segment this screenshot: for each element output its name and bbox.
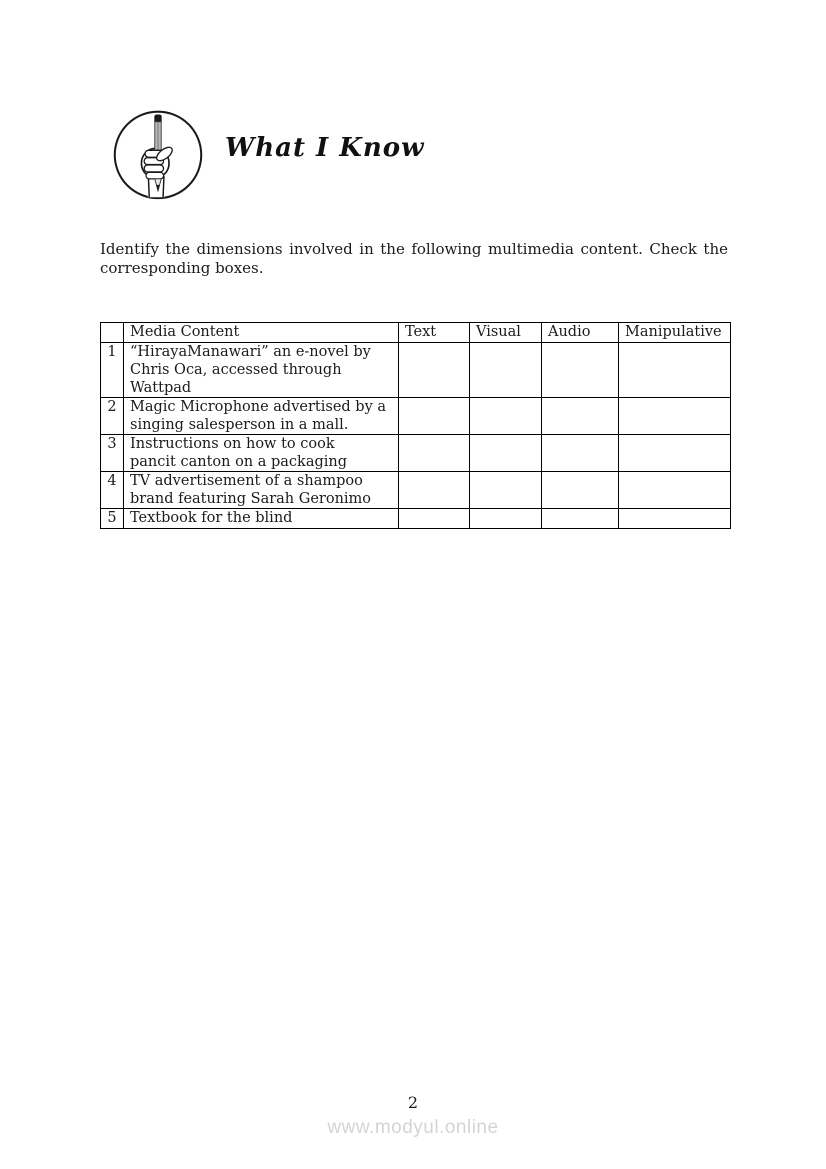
- header-text: Text: [399, 323, 470, 343]
- check-cell-manipulative[interactable]: [619, 472, 731, 509]
- row-number: 1: [101, 343, 124, 398]
- table-row: [101, 343, 731, 398]
- media-content-cell: [124, 509, 399, 529]
- media-content-line: Instructions on how to cook: [130, 436, 335, 452]
- header-manipulative: Manipulative: [619, 323, 731, 343]
- check-cell-visual[interactable]: [470, 435, 542, 472]
- row-number: 2: [101, 398, 124, 435]
- media-content-table: [100, 322, 731, 529]
- header-audio: Audio: [542, 323, 619, 343]
- watermark-text: www.modyul.online: [327, 1117, 499, 1138]
- media-content-line: singing salesperson in a mall.: [130, 417, 349, 433]
- check-cell-text[interactable]: [399, 398, 470, 435]
- table-row: [101, 398, 731, 435]
- header-number: [101, 323, 124, 343]
- check-cell-manipulative[interactable]: [619, 435, 731, 472]
- page-title: What I Know: [225, 133, 425, 163]
- media-content-line: Magic Microphone advertised by a: [130, 399, 387, 415]
- check-cell-audio[interactable]: [542, 398, 619, 435]
- check-cell-text[interactable]: [399, 509, 470, 529]
- check-cell-audio[interactable]: [542, 509, 619, 529]
- check-cell-audio[interactable]: [542, 472, 619, 509]
- media-content-cell: [124, 343, 399, 398]
- check-cell-visual[interactable]: [470, 472, 542, 509]
- media-content-line: Wattpad: [130, 380, 192, 396]
- table-row: [101, 509, 731, 529]
- media-content-line: pancit canton on a packaging: [130, 454, 348, 470]
- check-cell-visual[interactable]: [470, 398, 542, 435]
- check-cell-text[interactable]: [399, 435, 470, 472]
- check-cell-visual[interactable]: [470, 509, 542, 529]
- media-content-line: TV advertisement of a shampoo: [130, 473, 363, 489]
- check-cell-visual[interactable]: [470, 343, 542, 398]
- header-visual: Visual: [470, 323, 542, 343]
- header-media-content: Media Content: [124, 323, 399, 343]
- page-number: 2: [407, 1093, 419, 1112]
- media-content-cell: [124, 435, 399, 472]
- media-content-line: Textbook for the blind: [130, 510, 293, 526]
- row-number: 4: [101, 472, 124, 509]
- row-number: 3: [101, 435, 124, 472]
- hand-holding-pencil-icon: [112, 106, 204, 202]
- check-cell-audio[interactable]: [542, 435, 619, 472]
- media-content-cell: [124, 398, 399, 435]
- check-cell-audio[interactable]: [542, 343, 619, 398]
- media-content-cell: [124, 472, 399, 509]
- table-row: [101, 435, 731, 472]
- check-cell-manipulative[interactable]: [619, 509, 731, 529]
- row-number: 5: [101, 509, 124, 529]
- table-row: [101, 472, 731, 509]
- check-cell-text[interactable]: [399, 343, 470, 398]
- media-content-line: brand featuring Sarah Geronimo: [130, 491, 372, 507]
- instruction-text: Identify the dimensions involved in the following multimedia content. Check the corresponding boxes.: [100, 240, 728, 277]
- media-content-line: Chris Oca, accessed through: [130, 362, 342, 378]
- check-cell-text[interactable]: [399, 472, 470, 509]
- check-cell-manipulative[interactable]: [619, 343, 731, 398]
- media-content-line: “HirayaManawari” an e-novel by: [130, 344, 371, 360]
- table-header-row: [101, 323, 731, 343]
- check-cell-manipulative[interactable]: [619, 398, 731, 435]
